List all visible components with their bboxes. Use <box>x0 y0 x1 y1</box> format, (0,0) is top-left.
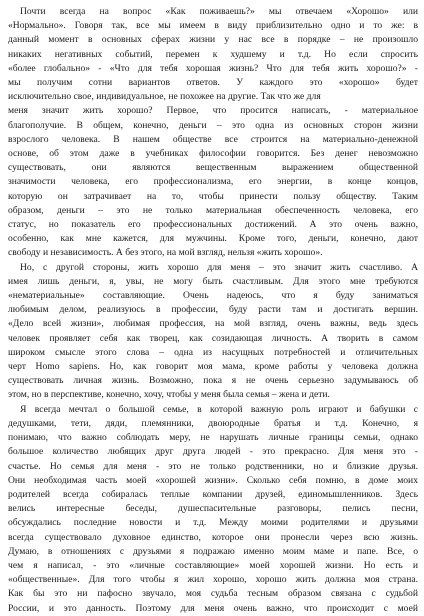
text-line: всегда существовало духовное единство, которое они пронесли через всю жизнь. <box>8 531 418 543</box>
text-line: меня значит жить хорошо? Первое, что просится написать, - материальное <box>8 105 418 117</box>
text-line: свободу и независимость. А без этого, на мой взгляд, нельзя «жить хорошо». <box>8 247 323 259</box>
text-line: Но, с другой стороны, жить хорошо для меня – это значит жить счастливо. А <box>20 261 418 273</box>
text-line: статус, но показатель его профессиональных достижений. А это очень важно, <box>8 219 418 231</box>
text-line: дедушками, тети, дяди, племянники, двоюродные братья и т.д. Конечно, я <box>8 417 418 429</box>
text-line: большое количество любящих друг друга людей - это прекрасно. Для меня это - <box>8 446 418 458</box>
text-line: счастье. Но семья для меня - это не только родственники, но и близкие друзья. <box>8 460 418 472</box>
text-line: родителей всегда собиралась теплые компании друзей, единомышленников. Здесь <box>8 488 418 500</box>
text-line: понимаю, что важно соблюдать меру, не нарушать личные границы семьи, однако <box>8 432 418 444</box>
text-line: любимым делом, реализуюсь в профессии, буду расти там и достигать вершин. <box>8 304 418 316</box>
text-line: «Дело всей жизни», любимая профессия, на мой взгляд, очень важны, ведь здесь <box>8 318 418 330</box>
text-line: мы получим сотни вариантов ответов. У каждого это «хорошо» будет <box>8 77 418 89</box>
text-line: Я всегда мечтал о большой семье, в которой важную роль играют и бабушки с <box>20 403 418 415</box>
text-line: Они необходимая часть моей «хорошей жизни». Сколько себя помню, в доме моих <box>8 474 418 486</box>
text-line: благополучие. В общем, конечно, деньги – это одна из основных сторон жизни <box>8 119 418 131</box>
text-line: «общественные». Для того чтобы я жил хорошо, хорошо жить должна моя страна. <box>8 574 418 586</box>
text-line: взрослого человека. В нашем обществе все строится на материально-денежной <box>8 133 418 145</box>
text-line: никаких негативных событий, перемен к худшему и т.д. Но если спросить <box>8 48 418 60</box>
text-line: человек проявляет себя как творец, как созидающая личность. А творить в самом <box>8 332 418 344</box>
text-line: велись интересные беседы, душеспасительные разговоры, пелись песни, <box>8 503 418 515</box>
text-line: «более глобально» - «Что для тебя хорошая жизнь? Что для тебя жить хорошо?» - <box>8 62 418 74</box>
text-line: данный момент в основных сферах жизни у нас все в порядке – не произошло <box>8 34 418 46</box>
text-line: существовать личная жизнь. Возможно, пока я не очень серьезно задумываюсь об <box>8 375 418 387</box>
text-line: значимости человека, его профессионализма, его энергии, в конце концов, <box>8 176 418 188</box>
text-line: основе, об этом даже в учебниках философии говорится. Без денег невозможно <box>8 148 418 160</box>
text-line: Почти всегда на вопрос «Как поживаешь?» мы отвечаем «Хорошо» или <box>20 6 418 17</box>
essay-text <box>8 5 418 616</box>
text-line: образом, деньги – это не только материальная обеспеченность человека, его <box>8 204 418 216</box>
text-line: имея лишь деньги, я, увы, не могу быть счастливым. Для этого мне требуются <box>8 275 418 287</box>
text-line: черт Homo sapiens. Но, как говорит моя мама, кроме работы у человека должна <box>8 361 418 373</box>
text-line: широком смысле этого слова – одна из насущных потребностей и отличительных <box>8 346 418 358</box>
text-line: которую он затрачивает на то, чтобы принести пользу обществу. Таким <box>8 190 418 202</box>
text-line: Думаю, в отношениях с друзьями я подражаю именно моим маме и папе. Все, о <box>8 545 418 557</box>
text-line: исключительно свое, индивидуальное, не похожее на другие. Так что же для <box>8 91 321 103</box>
text-line: «нематериальные» составляющие. Очень надеюсь, что я буду заниматься <box>8 290 418 302</box>
text-line: существовать, они являются вещественным выражением общественной <box>8 162 418 174</box>
text-line: Как бы это ни пафосно звучало, моя судьба тесным образом связана с судьбой <box>8 588 418 600</box>
text-line: обсуждались последние новости и т.д. Между моими родителями и друзьями <box>8 517 418 529</box>
text-line: особенно, как мне кажется, для мужчины. Кроме того, деньги, конечно, дают <box>8 233 418 245</box>
text-line: «Нормально». Говоря так, все мы имеем в виду приблизительно одно и то же: в <box>8 20 418 32</box>
text-line: чем я написал, - это «личные составляющие» моей хорошей жизни. Но есть и <box>8 559 418 571</box>
text-line: России, и это данность. Поэтому для меня очень важно, что происходит с моей <box>8 602 418 614</box>
text-line: этом, но в перспективе, конечно, хочу, чтобы у меня была семья – жена и дети. <box>8 389 330 401</box>
